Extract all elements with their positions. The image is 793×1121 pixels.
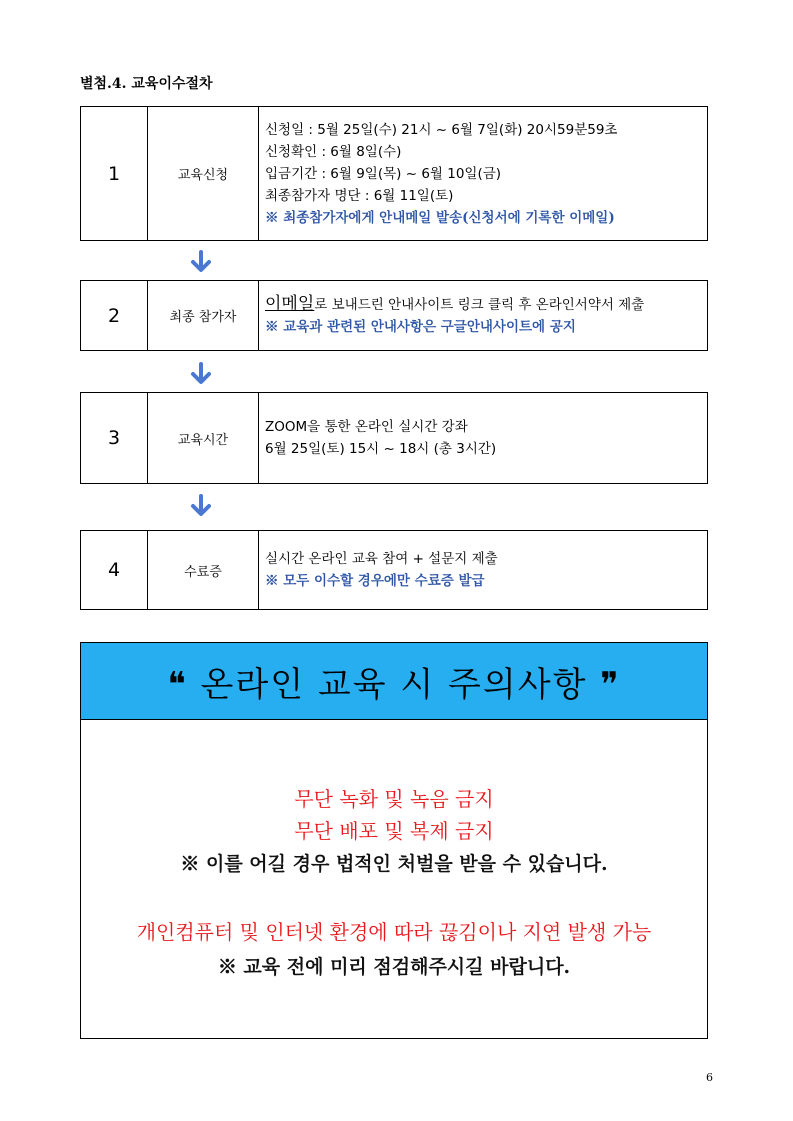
step-line: 신청확인 : 6월 8일(수) [265,143,402,160]
step-line: 6월 25일(토) 15시 ~ 18시 (총 3시간) [265,441,497,457]
step-number: 1 [81,107,148,240]
notice-title: ❝ 온라인 교육 시 주의사항 ❞ [80,642,708,720]
step-1-row [80,106,708,241]
down-arrow-icon [190,362,212,386]
step-4-row [80,530,708,610]
down-arrow-icon [190,250,212,274]
notice-body [80,719,708,1039]
notice-line: ※ 교육 전에 미리 점검해주시길 바랍니다. [217,956,571,978]
step-3-row [80,392,708,484]
step-name: 교육신청 [148,107,259,240]
step-2-row [80,280,708,351]
step-line [265,293,701,316]
step-number: 3 [81,393,148,483]
notice-line: ※ 이를 어길 경우 법적인 처벌을 받을 수 있습니다. [180,853,608,875]
step-line: ZOOM을 통한 온라인 실시간 강좌 [265,419,468,435]
step-description [259,531,707,609]
step-description [259,281,707,350]
page-number: 6 [706,1071,713,1084]
step-line: 입금기간 : 6월 9일(목) ~ 6월 10일(금) [265,165,502,182]
email-suffix: 로 [314,297,328,313]
step-description [259,393,707,483]
step-line: 최종참가자 명단 : 6월 11일(토) [265,187,454,204]
step-description [259,107,707,240]
step-name: 최종 참가자 [148,281,259,350]
step-note: ※ 모두 이수할 경우에만 수료증 발급 [265,573,485,589]
email-emphasis: 이메일 [265,294,315,314]
page-heading: 별첨.4. 교육이수절차 [80,76,213,92]
step-number: 2 [81,281,148,350]
notice-line: 개인컴퓨터 및 인터넷 환경에 따라 끊김이나 지연 발생 가능 [136,920,652,944]
step-line-text: 보내드린 안내사이트 링크 클릭 후 온라인서약서 제출 [327,297,645,313]
down-arrow-icon [190,494,212,518]
step-number: 4 [81,531,148,609]
step-note: ※ 최종참가자에게 안내메일 발송(신청서에 기록한 이메일) [265,209,615,226]
step-note: ※ 교육과 관련된 안내사항은 구글안내사이트에 공지 [265,319,576,335]
step-name: 교육시간 [148,393,259,483]
step-name: 수료증 [148,531,259,609]
notice-line: 무단 녹화 및 녹음 금지 [294,787,494,811]
notice-line: 무단 배포 및 복제 금지 [294,819,494,843]
step-line: 실시간 온라인 교육 참여 + 설문지 제출 [265,551,498,567]
step-line: 신청일 : 5월 25일(수) 21시 ~ 6월 7일(화) 20시59분59초 [265,121,618,138]
